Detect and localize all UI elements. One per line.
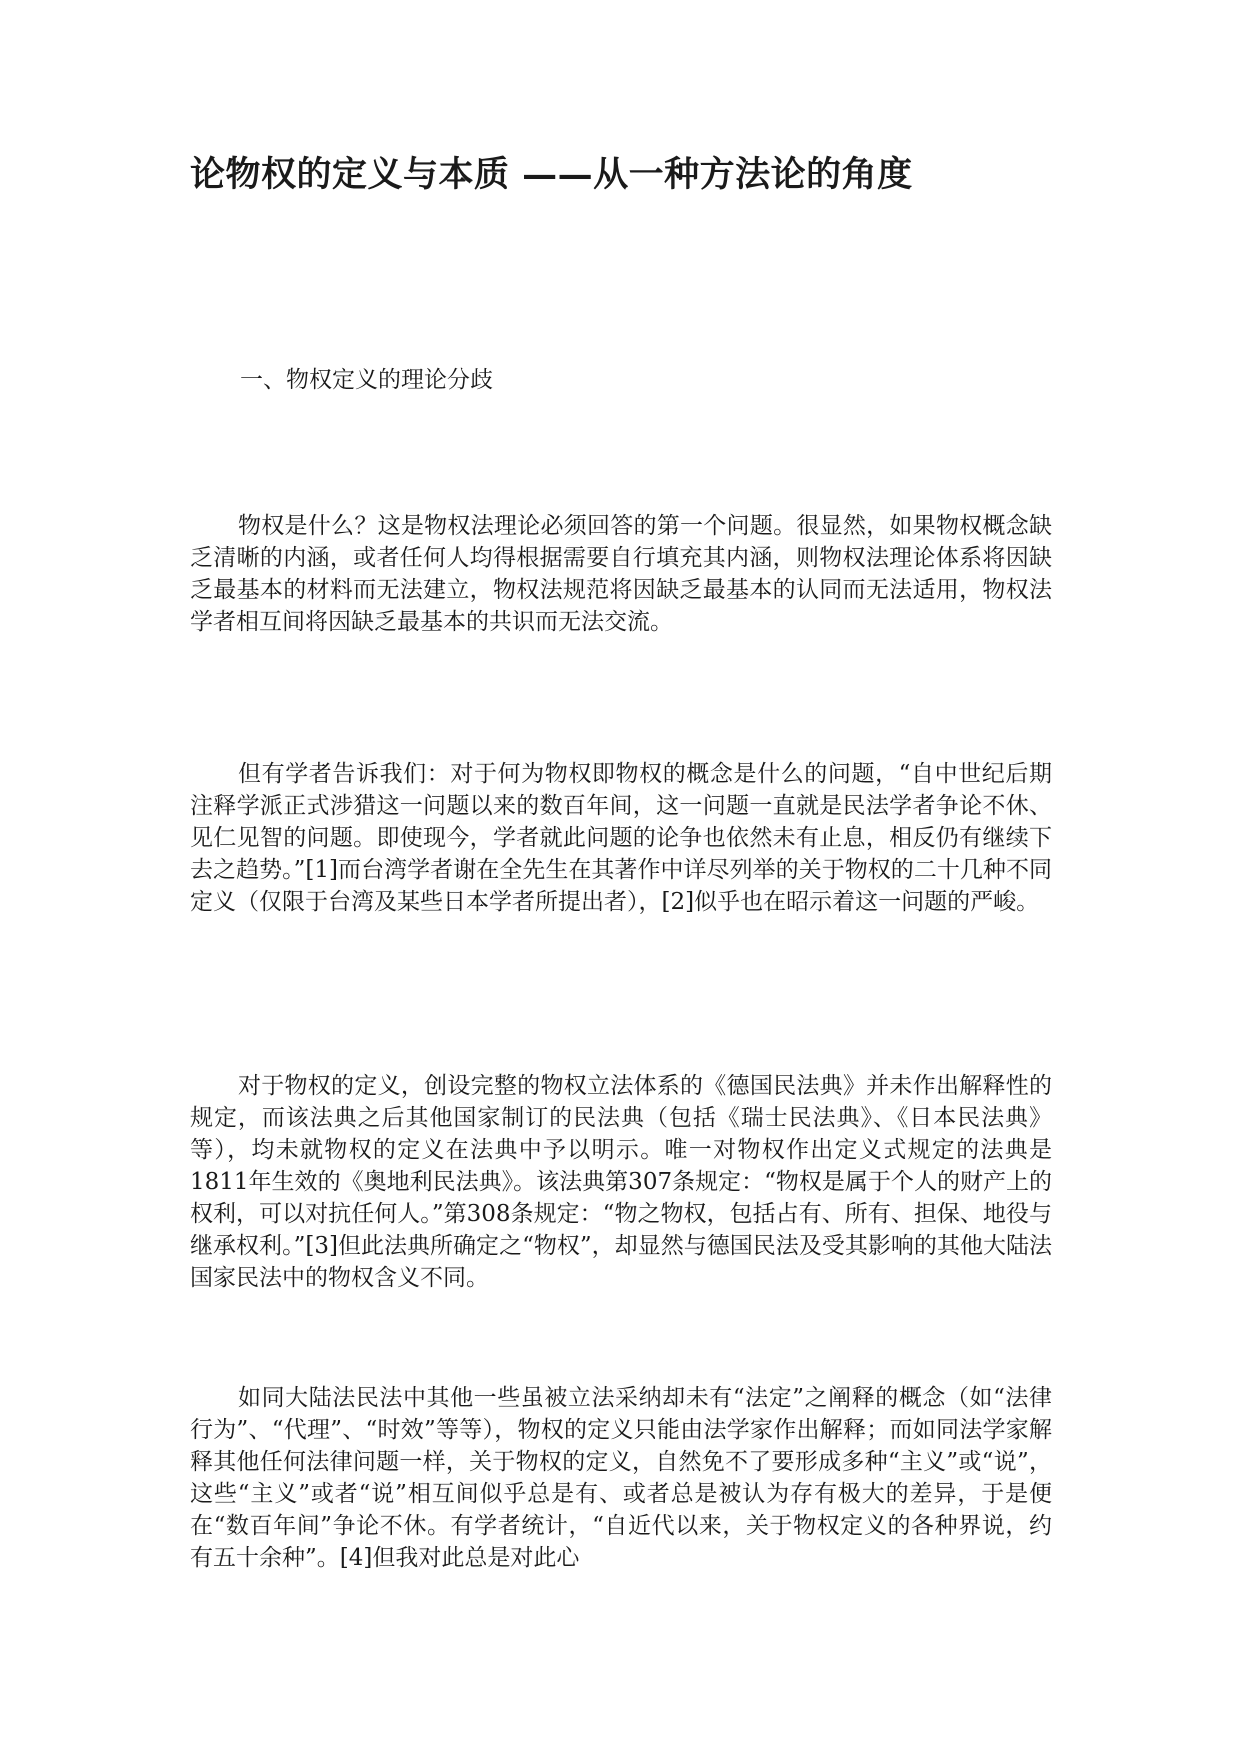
paragraph-4: 如同大陆法民法中其他一些虽被立法采纳却未有“法定”之阐释的概念（如“法律行为”、“代理”、“时效”等等），物权的定义只能由法学家作出解释；而如同法学家解释其他任何法律问题一样，关于物权的定义，自然免不了要形成多种“主义”或“说”，这些“主义”或者“说”相互间似乎总是有、或者总是被认为存有极大的差异，于是便在“数百年间”争论不休。有学者统计，“自近代以来，关于物权定义的各种界说，约有五十余种”。[4]但我对此总是对此心 <box>190 1385 1052 1571</box>
paragraph-2: 但有学者告诉我们：对于何为物权即物权的概念是什么的问题，“自中世纪后期注释学派正式涉猎这一问题以来的数百年间，这一问题一直就是民法学者争论不休、见仁见智的问题。即使现今，学者就此问题的论争也依然未有止息，相反仍有继续下去之趋势。”[1]而台湾学者谢在全先生在其著作中详尽列举的关于物权的二十几种不同定义（仅限于台湾及某些日本学者所提出者），[2]似乎也在昭示着这一问题的严峻。 <box>190 761 1052 915</box>
paragraph-3: 对于物权的定义，创设完整的物权立法体系的《德国民法典》并未作出解释性的规定，而该法典之后其他国家制订的民法典（包括《瑞士民法典》、《日本民法典》等），均未就物权的定义在法典中予以明示。唯一对物权作出定义式规定的法典是1811年生效的《奥地利民法典》。该法典第307条规定：“物权是属于个人的财产上的权利，可以对抗任何人。”第308条规定：“物之物权，包括占有、所有、担保、地役与继承权利。”[3]但此法典所确定之“物权”，却显然与德国民法及受其影响的其他大陆法国家民法中的物权含义不同。 <box>190 1073 1052 1291</box>
section-heading: 一、物权定义的理论分歧 <box>240 367 493 393</box>
paragraph-1: 物权是什么？这是物权法理论必须回答的第一个问题。很显然，如果物权概念缺乏清晰的内涵，或者任何人均得根据需要自行填充其内涵，则物权法理论体系将因缺乏最基本的材料而无法建立，物权法规范将因缺乏最基本的认同而无法适用，物权法学者相互间将因缺乏最基本的共识而无法交流。 <box>190 513 1052 635</box>
document-title: 论物权的定义与本质 ——从一种方法论的角度 <box>190 154 913 195</box>
